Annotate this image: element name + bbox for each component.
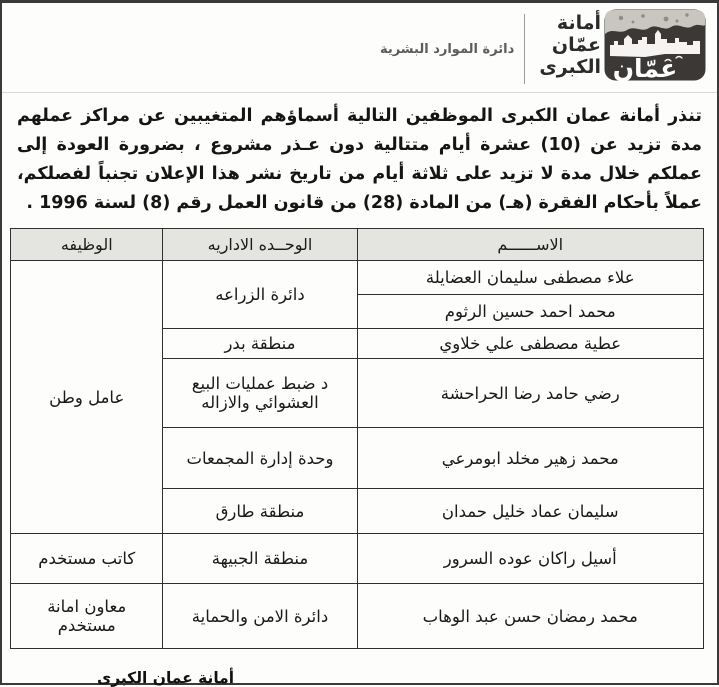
table-row	[11, 534, 704, 584]
unit-cell: دائرة الزراعه	[163, 261, 357, 329]
column-header-unit: الوحــده الاداريه	[163, 229, 357, 261]
job-cell: عامل وطن	[11, 261, 163, 534]
unit-cell: منطقة بدر	[163, 329, 357, 359]
name-cell: رضي حامد رضا الحراحشة	[357, 359, 704, 428]
name-cell: محمد زهير مخلد ابومرعي	[357, 428, 704, 489]
unit-cell: دائرة الامن والحماية	[163, 584, 357, 649]
table-row	[11, 261, 704, 295]
logo-wordmark: عمّان	[612, 54, 678, 82]
org-name	[539, 12, 601, 78]
unit-cell: وحدة إدارة المجمعات	[163, 428, 357, 489]
notice-paragraph: تنذر أمانة عمان الكبرى الموظفين التالية أسماؤهم المتغيبين عن مراكز عملهم مدة تزيد عن (10) عشرة أيام متتالية دون عـذر مشروع ، بضرورة العودة إلى عملكم خلال مدة لا تزيد على ثلاثة أيام من تاريخ نشر هذا الإعلان تجنباً لفصلكم، عملاً بأحكام الفقرة (هـ) من المادة (28) من قانون العمل رقم (8) لسنة 1996 .	[17, 106, 702, 213]
column-header-name: الاســــــم	[357, 229, 704, 261]
column-header-job: الوظيفه	[11, 229, 163, 261]
name-cell: سليمان عماد خليل حمدان	[357, 489, 704, 534]
unit-cell: منطقة الجبيهة	[163, 534, 357, 584]
org-name-line-3: الكبرى	[539, 56, 601, 78]
name-cell: محمد احمد حسين الرثوم	[357, 295, 704, 329]
name-cell: عطية مصطفى علي خلاوي	[357, 329, 704, 359]
name-cell: علاء مصطفى سليمان العضايلة	[357, 261, 704, 295]
org-name-line-1: أمانة	[556, 12, 601, 34]
name-cell: أسيل راكان عوده السرور	[357, 534, 704, 584]
name-cell: محمد رمضان حسن عبد الوهاب	[357, 584, 704, 649]
table-row	[11, 584, 704, 649]
org-name-line-2: عمّان	[551, 34, 601, 56]
table-header-row	[11, 229, 704, 261]
unit-cell: د ضبط عمليات البيع العشوائي والازاله	[163, 359, 357, 428]
unit-cell: منطقة طارق	[163, 489, 357, 534]
job-cell: معاون امانة مستخدم	[11, 584, 163, 649]
signature: أمانة عمان الكبرى	[97, 669, 235, 687]
department-label: دائرة الموارد البشرية	[379, 42, 515, 57]
header-divider	[524, 14, 525, 84]
employees-table	[10, 228, 704, 649]
header	[2, 3, 717, 93]
amman-municipality-logo-icon	[603, 8, 707, 86]
job-cell: كاتب مستخدم	[11, 534, 163, 584]
